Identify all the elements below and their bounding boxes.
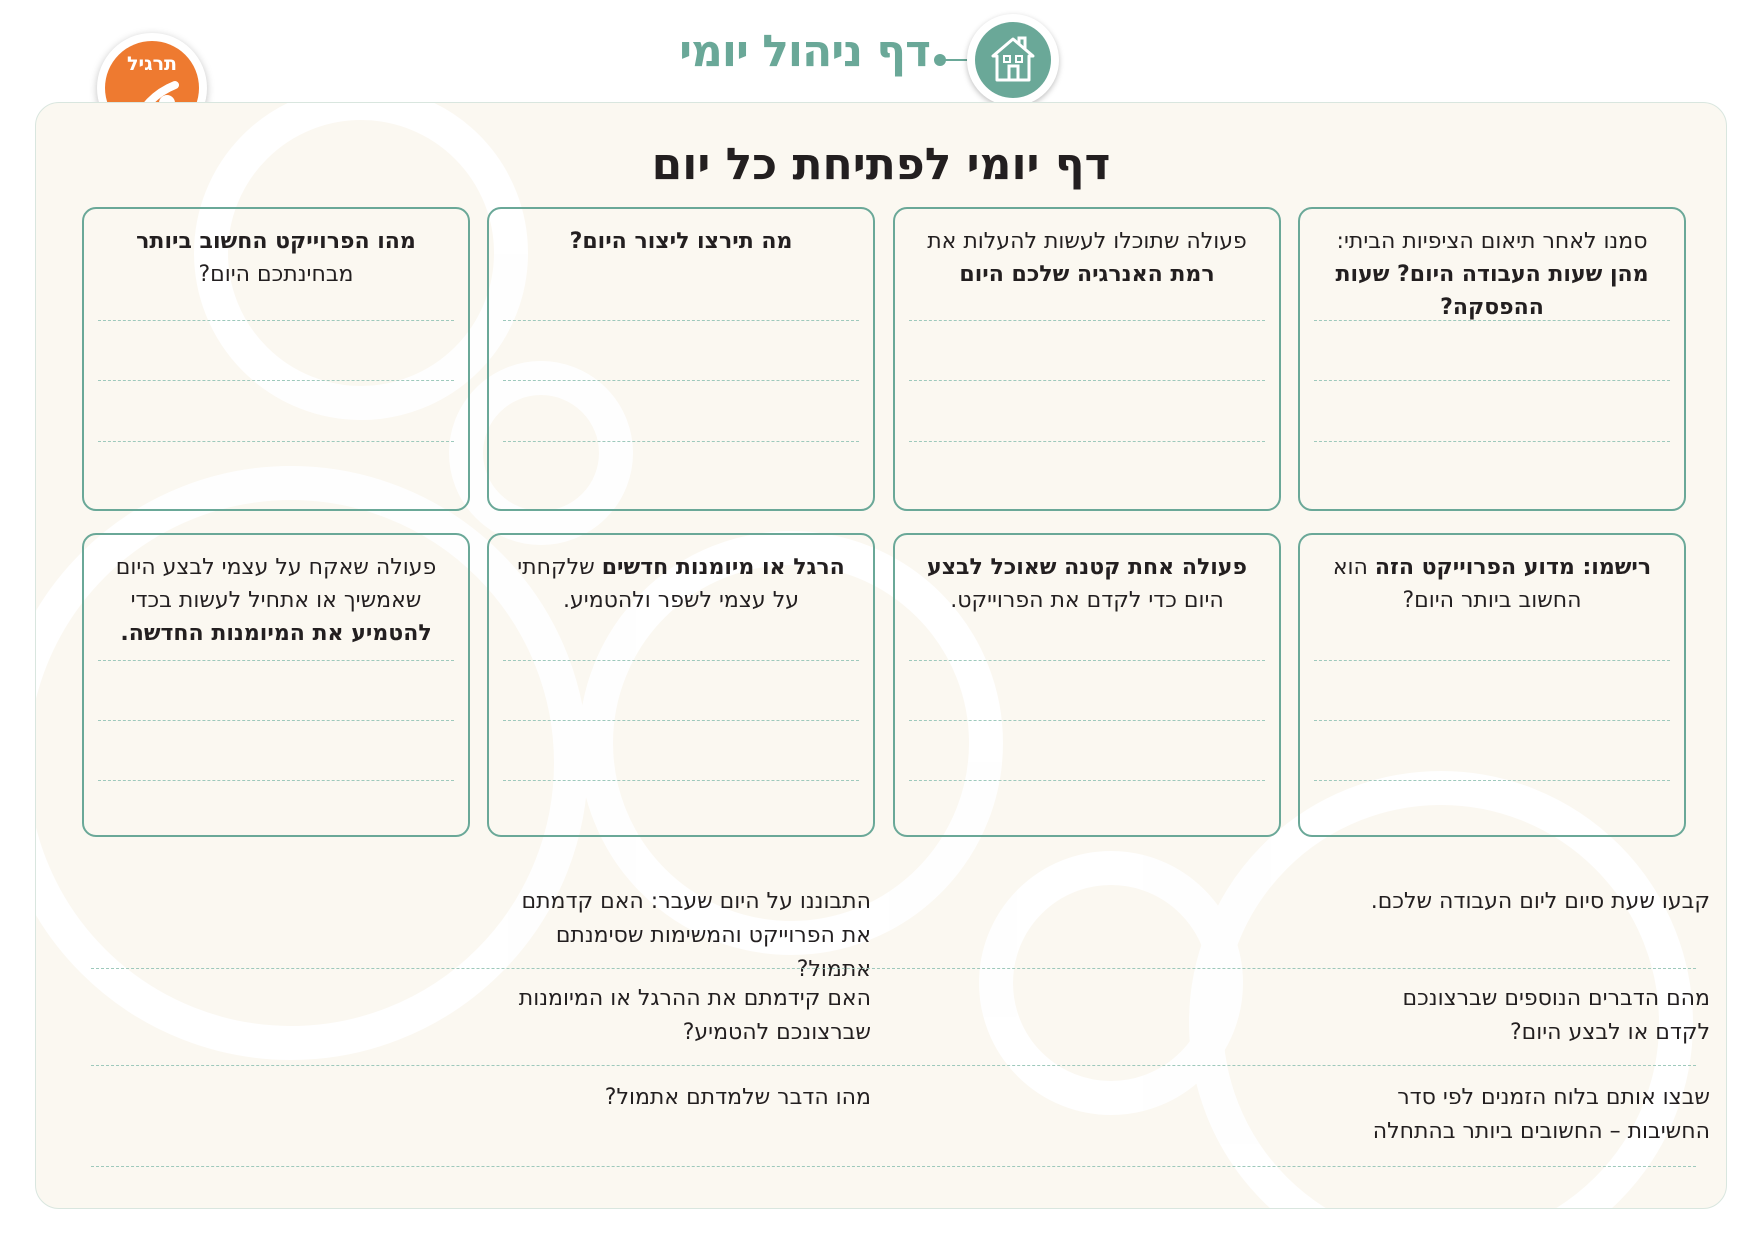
writing-line[interactable] <box>909 660 1265 661</box>
answer-line[interactable] <box>91 968 1696 969</box>
exercise-badge-label: תרגיל <box>127 53 177 75</box>
question-additional-tasks: מהם הדברים הנוספים שברצונכם לקדם או לבצע היום? <box>1402 986 1710 1045</box>
card-prompt <box>1314 225 1670 324</box>
writing-line[interactable] <box>909 320 1265 321</box>
worksheet-title: דף יומי לפתיחת כל יום <box>651 139 1111 190</box>
house-badge <box>967 14 1059 106</box>
writing-line[interactable] <box>503 380 859 381</box>
writing-line[interactable] <box>909 780 1265 781</box>
writing-line[interactable] <box>1314 441 1670 442</box>
card-important-project <box>82 207 470 511</box>
header-connector-line <box>940 59 968 61</box>
card-why-project <box>1298 533 1686 837</box>
writing-line[interactable] <box>1314 720 1670 721</box>
card-habit-action <box>82 533 470 837</box>
question-reflect-yesterday: התבוננו על היום שעבר: האם קדמתם את הפרוייקט והמשימות שסימנתם אתמול? <box>521 889 871 982</box>
question-habit-progress: האם קידמתם את ההרגל או המיומנות שברצונכם להטמיע? <box>518 986 871 1045</box>
card-prompt-bold: להטמיע את המיומנות החדשה. <box>120 621 432 646</box>
writing-line[interactable] <box>503 441 859 442</box>
card-prompt <box>98 551 454 650</box>
writing-line[interactable] <box>1314 780 1670 781</box>
card-create-today <box>487 207 875 511</box>
card-prompt-bold: מהן שעות העבודה היום? שעות ההפסקה? <box>1335 262 1649 320</box>
writing-line[interactable] <box>503 660 859 661</box>
writing-line[interactable] <box>503 780 859 781</box>
question-schedule-priority: שבצו אותם בלוח הזמנים לפי סדר החשיבות – החשובים ביותר בהתחלה <box>1372 1085 1710 1144</box>
card-prompt <box>1314 551 1670 617</box>
question-end-time: קבעו שעת סיום ליום העבודה שלכם. <box>1370 889 1710 914</box>
card-prompt-text: שלקחתי על עצמי לשפר ולהטמיע. <box>517 555 799 613</box>
card-work-hours <box>1298 207 1686 511</box>
card-prompt <box>909 225 1265 291</box>
writing-line[interactable] <box>909 720 1265 721</box>
card-prompt-bold: מהו הפרוייקט החשוב ביותר <box>136 229 416 254</box>
card-prompt-bold: רישמו: מדוע הפרוייקט הזה <box>1374 555 1652 580</box>
answer-line[interactable] <box>91 1065 1696 1066</box>
card-prompt <box>98 225 454 291</box>
writing-line[interactable] <box>98 780 454 781</box>
writing-line[interactable] <box>98 660 454 661</box>
card-prompt-text: היום כדי לקדם את הפרוייקט. <box>950 588 1224 613</box>
card-energy-action <box>893 207 1281 511</box>
writing-line[interactable] <box>909 441 1265 442</box>
house-icon <box>975 22 1051 98</box>
writing-line[interactable] <box>503 720 859 721</box>
card-prompt-text: פעולה שאקח על עצמי לבצע היום שאמשיך או אתחיל לעשות בכדי <box>115 555 437 613</box>
page-header-title: דף ניהול יומי <box>679 26 930 77</box>
answer-line[interactable] <box>91 1166 1696 1167</box>
writing-line[interactable] <box>1314 660 1670 661</box>
writing-line[interactable] <box>98 380 454 381</box>
writing-line[interactable] <box>98 441 454 442</box>
card-prompt-bold: הרגל או מיומנות חדשים <box>601 555 845 580</box>
question-learned-yesterday: מהו הדבר שלמדתם אתמול? <box>604 1085 871 1110</box>
card-prompt-text: סמנו לאחר תיאום הציפיות הביתי: <box>1336 229 1648 254</box>
card-small-action <box>893 533 1281 837</box>
card-prompt-bold: פעולה אחת קטנה שאוכל לבצע <box>927 555 1247 580</box>
writing-line[interactable] <box>1314 320 1670 321</box>
writing-line[interactable] <box>1314 380 1670 381</box>
writing-line[interactable] <box>98 720 454 721</box>
writing-line[interactable] <box>503 320 859 321</box>
card-prompt-text: מבחינתכם היום? <box>198 262 354 287</box>
card-prompt <box>503 225 859 258</box>
card-prompt-text: פעולה שתוכלו לעשות להעלות את <box>927 229 1247 254</box>
worksheet-panel <box>35 102 1727 1209</box>
card-prompt-bold: רמת האנרגיה שלכם היום <box>959 262 1215 287</box>
card-new-habit <box>487 533 875 837</box>
card-prompt-text: הוא החשוב ביותר היום? <box>1332 555 1582 613</box>
card-prompt-bold: מה תירצו ליצור היום? <box>569 229 793 254</box>
card-prompt <box>503 551 859 617</box>
card-prompt <box>909 551 1265 617</box>
writing-line[interactable] <box>98 320 454 321</box>
writing-line[interactable] <box>909 380 1265 381</box>
